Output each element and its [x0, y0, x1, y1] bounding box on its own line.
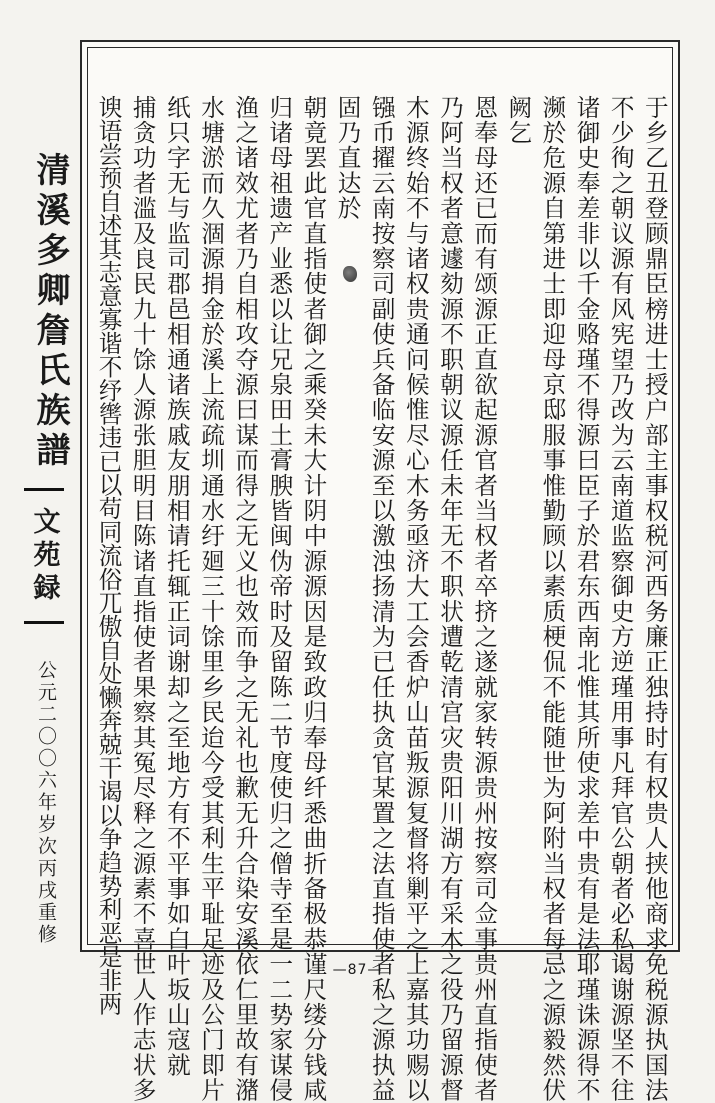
- text-column-7: 乃阿当权者意遽劾源不职朝议源任未年无不职状遭乾清宫灾贵阳川湖方有采木之役乃留源督: [436, 95, 464, 1103]
- text-column-16: 捕贪功者滥及良民九十馀人源张胆明目陈诸直指使者果察其冤尽释之源素不喜世人作志状多: [128, 95, 157, 1103]
- page-number: —87—: [332, 962, 383, 978]
- text-column-13: 渔之诸效尤者乃自相攻夺源曰谋而得之无义也效而争之无礼也歉无升合染安溪依仁里故有潴: [231, 95, 260, 1103]
- text-column-5: 阙乞: [504, 95, 533, 146]
- text-column-3: 诸御史奉差非以千金赂瑾不得源曰臣子於君东西南北惟其所使求差中贵有是法耶瑾诛源得不: [572, 95, 601, 1103]
- text-column-17: 谀语尝预自述其志意寡谐不纾辔违已以苟同流俗兀傲自处懒奔兢干谒以争趋势利恶是非两: [94, 95, 123, 1016]
- text-column-14: 水塘淤而久涸源捐金於溪上流疏圳通水纡廻三十馀里乡民迨今受其利生平耻足迹及公门即片: [197, 95, 226, 1103]
- text-column-2: 不少徇之朝议源有风宪望乃改为云南道监察御史方逆瑾用事凡拜官公朝者必私谒谢源坚不往: [606, 95, 635, 1103]
- section-label-box: [24, 488, 64, 624]
- text-column-9: 镪币擢云南按察司副使兵备临安源至以激浊扬清为已任执贪官某置之法直指使者私之源执益: [367, 95, 396, 1103]
- genealogy-title: 清溪多卿詹氏族譜: [30, 152, 70, 472]
- text-column-4: 濒於危源自第进士即迎母京邸服事惟勤顾以素质梗侃不能随世为阿附当权者每忌之源毅然伏: [538, 95, 567, 1103]
- ink-blot-mark: [343, 266, 357, 282]
- text-column-15: 纸只字无与监司郡邑相通诸族戚友朋相请托辄正词谢却之至地方有不平事如白叶坂山寇就: [162, 95, 191, 1078]
- section-label: 文苑録: [28, 506, 60, 606]
- text-column-11: 朝竟罢此官直指使者御之乘癸未大计阴中源源因是致政归奉母纤悉曲折备极恭谨尺缕分钱咸: [299, 95, 328, 1103]
- text-column-8: 木源终始不与诸权贵通问候惟尽心木务亟济大工会香炉山苗叛源复督将剿平之上嘉其功赐以: [401, 95, 430, 1103]
- text-column-1: 于乡乙丑登顾鼎臣榜进士授户部主事权税河西务廉正独持时有权贵人挟他商求免税源执国法: [640, 95, 669, 1103]
- text-column-12: 归诸母祖遗产业悉以让兄泉田土膏腴皆闽伪帝时及留陈二节度使归之僧寺至是一二势家谋侵: [265, 95, 294, 1103]
- text-column-10: 固乃直达於: [333, 95, 362, 221]
- edition-note: 公元二〇〇六年岁次丙戌重修: [35, 660, 57, 946]
- text-column-6: 恩奉母还已而有颂源正直欲起源官者当权者卒挤之遂就家转源贵州按察司佥事贵州直指使者: [470, 95, 499, 1103]
